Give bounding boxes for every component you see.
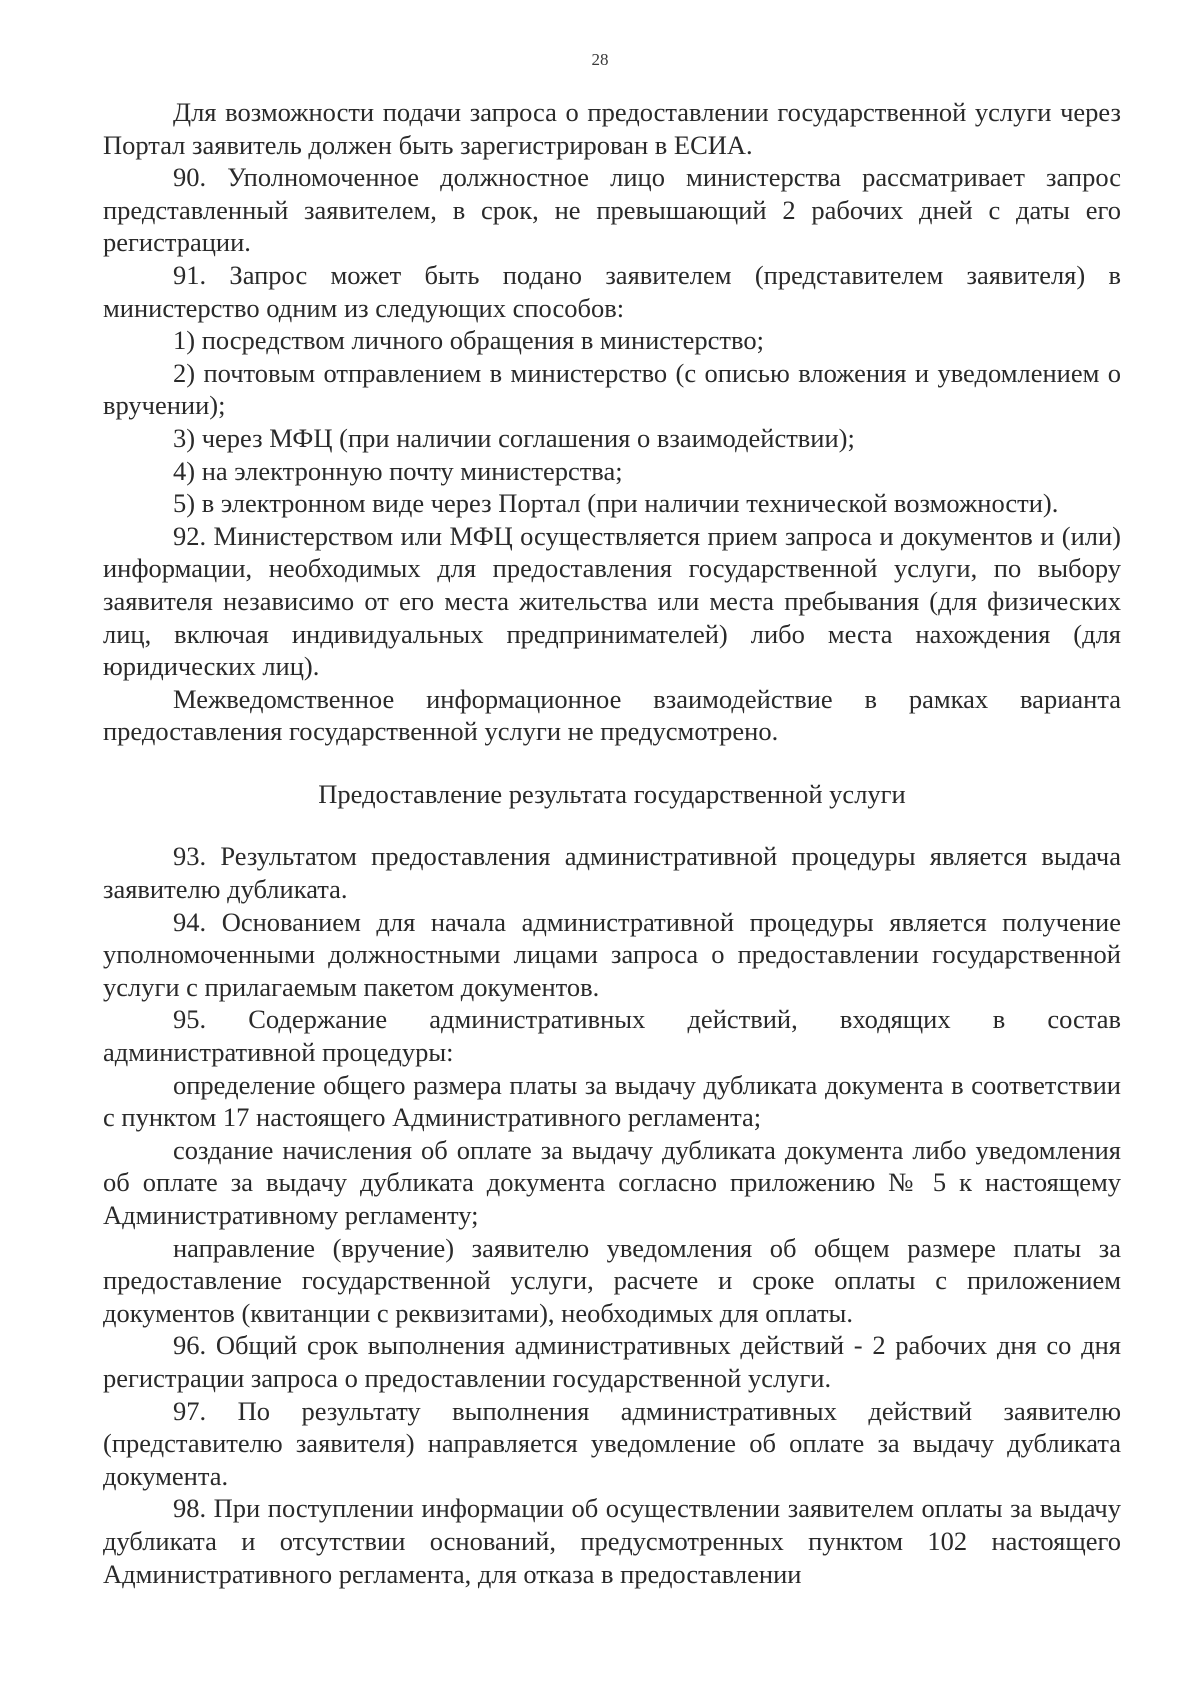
paragraph: 4) на электронную почту министерства; xyxy=(173,455,623,486)
paragraph: создание начисления об оплате за выдачу дубликата документа либо уведомления об оплате за выдачу дубликата документа согласно приложению № 5 к настоящему Административному регламенту; xyxy=(103,1134,1121,1230)
document-body xyxy=(103,96,1121,1590)
paragraph: 96. Общий срок выполнения административных действий - 2 рабочих дня со дня регистрации запроса о предоставлении государственной услуги. xyxy=(103,1330,1121,1393)
section-heading: Предоставление результата государственной услуги xyxy=(318,778,906,809)
page-number: 28 xyxy=(591,50,609,69)
paragraph: 90. Уполномоченное должностное лицо министерства рассматривает запрос представленный заявителем, в срок, не превышающий 2 рабочих дней с даты его регистрации. xyxy=(103,162,1121,258)
paragraph: направление (вручение) заявителю уведомления об общем размере платы за предоставление государственной услуги, расчете и сроке оплаты с приложением документов (квитанции с реквизитами), необходимых для оплаты. xyxy=(103,1232,1121,1328)
paragraph: 92. Министерством или МФЦ осуществляется прием запроса и документов и (или) информации, необходимых для предоставления государственной услуги, по выбору заявителя независимо от его места жительства или места пребывания (для физических лиц, включая индивидуальных предпринимателей) либо места нахождения (для юридических лиц). xyxy=(103,520,1121,682)
paragraph: 93. Результатом предоставления административной процедуры является выдача заявителю дубликата. xyxy=(103,841,1121,905)
paragraph: Для возможности подачи запроса о предоставлении государственной услуги через Портал заявитель должен быть зарегистрирован в ЕСИА. xyxy=(103,97,1121,160)
paragraph: 95. Содержание административных действий, входящих в состав административной процедуры: xyxy=(103,1004,1121,1068)
paragraph: 91. Запрос может быть подано заявителем (представителем заявителя) в министерство одним из следующих способов: xyxy=(103,259,1121,323)
paragraph: 94. Основанием для начала административной процедуры является получение уполномоченными должностными лицами запроса о предоставлении государственной услуги с прилагаемым пакетом документов. xyxy=(103,906,1121,1002)
paragraph: 5) в электронном виде через Портал (при наличии технической возможности). xyxy=(173,488,1059,519)
paragraph: 3) через МФЦ (при наличии соглашения о взаимодействии); xyxy=(173,422,855,453)
paragraph: 1) посредством личного обращения в министерство; xyxy=(173,325,764,356)
paragraph: 98. При поступлении информации об осуществлении заявителем оплаты за выдачу дубликата и отсутствии оснований, предусмотренных пунктом 102 настоящего Административного регламента, для отказа в предоставлении xyxy=(103,1493,1121,1589)
paragraph: 2) почтовым отправлением в министерство (с описью вложения и уведомлением о вручении); xyxy=(103,357,1121,421)
paragraph: определение общего размера платы за выдачу дубликата документа в соответствии с пунктом 17 настоящего Административного регламента; xyxy=(103,1069,1121,1133)
paragraph: 97. По результату выполнения административных действий заявителю (представителю заявителя) направляется уведомление об оплате за выдачу дубликата документа. xyxy=(103,1395,1121,1491)
paragraph: Межведомственное информационное взаимодействие в рамках варианта предоставления государственной услуги не предусмотрено. xyxy=(103,683,1121,747)
